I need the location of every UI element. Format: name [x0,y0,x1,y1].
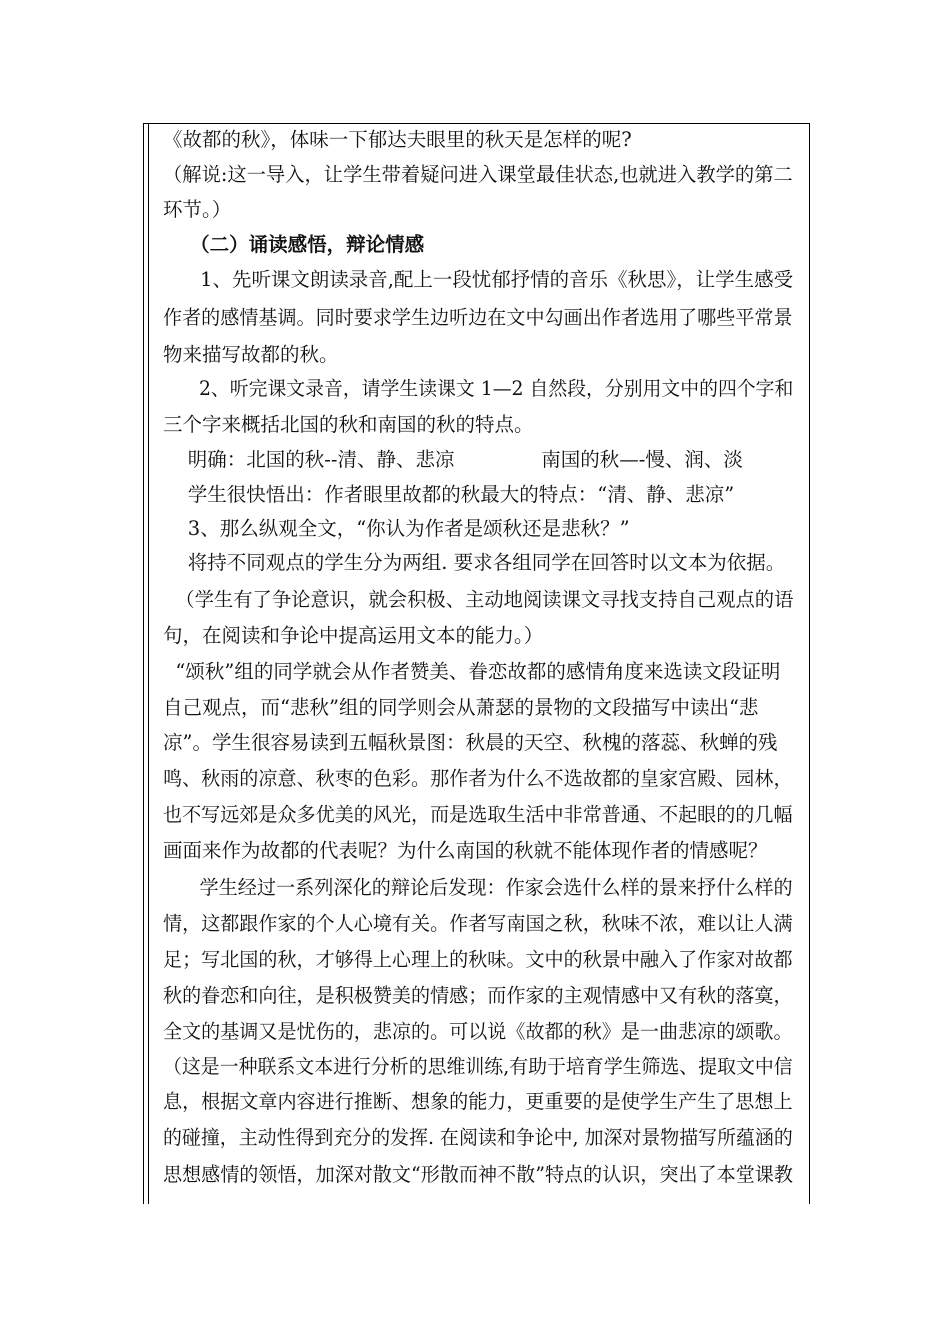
text-line: 明确：北国的秋--清、静、悲凉 南国的秋—-慢、润、淡 [163,448,743,471]
text-line: 句，在阅读和争论中提高运用文本的能力。） [163,624,544,647]
text-line: 鸣、秋雨的凉意、秋枣的色彩。那作者为什么不选故都的皇家宫殿、园林， [163,767,793,790]
text-line: 息，根据文章内容进行推断、想象的能力，更重要的是使学生产生了思想上 [163,1090,793,1113]
text-line: 情，这都跟作家的个人心境有关。作者写南国之秋，秋味不浓，难以让人满 [163,912,793,935]
text-line: 《故都的秋》，体味一下郁达夫眼里的秋天是怎样的呢? [163,128,632,151]
text-line: 思想感情的领悟，加深对散文“形散而神不散”特点的认识，突出了本堂课教 [163,1163,793,1186]
text-line: 凉”。学生很容易读到五幅秋景图：秋晨的天空、秋槐的落蕊、秋蝉的残 [163,731,778,754]
text-line: “颂秋”组的同学就会从作者赞美、眷恋故都的感情角度来选读文段证明 [163,660,781,683]
text-line: （解说:这一导入，让学生带着疑问进入课堂最佳状态,也就进入教学的第二 [163,163,793,186]
text-line: 2、听完课文录音，请学生读课文 1—2 自然段，分别用文中的四个字和 [163,377,794,400]
text-line: 秋的眷恋和向往，是积极赞美的情感；而作家的主观情感中又有秋的落寞， [163,984,793,1007]
text-line: 的碰撞，主动性得到充分的发挥. 在阅读和争论中, 加深对景物描写所蕴涵的 [163,1126,793,1149]
text-line: 画面来作为故都的代表呢？为什么南国的秋就不能体现作者的情感呢？ [163,839,768,862]
text-line: 足；写北国的秋，才够得上心理上的秋味。文中的秋景中融入了作家对故都 [163,948,793,971]
text-line: 全文的基调又是忧伤的，悲凉的。可以说《故都的秋》是一曲悲凉的颂歌。 [163,1020,793,1043]
text-line: 三个字来概括北国的秋和南国的秋的特点。 [163,413,534,436]
text-line: 物来描写故都的秋。 [163,343,339,366]
text-line: （学生有了争论意识，就会积极、主动地阅读课文寻找支持自己观点的语 [163,588,794,611]
text-line: 学生经过一系列深化的辩论后发现：作家会选什么样的景来抒什么样的 [163,876,793,899]
text-line: 3、那么纵观全文，“你认为作者是颂秋还是悲秋？” [163,517,630,540]
text-line: 作者的感情基调。同时要求学生边听边在文中勾画出作者选用了哪些平常景 [163,306,793,329]
text-line: （这是一种联系文本进行分析的思维训练,有助于培育学生筛选、提取文中信 [163,1055,793,1078]
section-heading: （二）诵读感悟，辩论情感 [163,233,425,256]
text-line: 环节。） [163,198,232,221]
table-inner-divider [148,124,149,1204]
text-line: 学生很快悟出：作者眼里故都的秋最大的特点：“清、静、悲凉” [163,483,735,506]
text-line: 自己观点，而“悲秋”组的同学则会从萧瑟的景物的文段描写中读出“悲 [163,696,759,719]
text-line: 也不写远郊是众多优美的风光，而是选取生活中非常普通、不起眼的的几幅 [163,803,793,826]
text-line: 1、先听课文朗读录音,配上一段忧郁抒情的音乐《秋思》，让学生感受 [163,268,794,291]
text-line: 将持不同观点的学生分为两组. 要求各组同学在回答时以文本为依据。 [163,551,786,574]
